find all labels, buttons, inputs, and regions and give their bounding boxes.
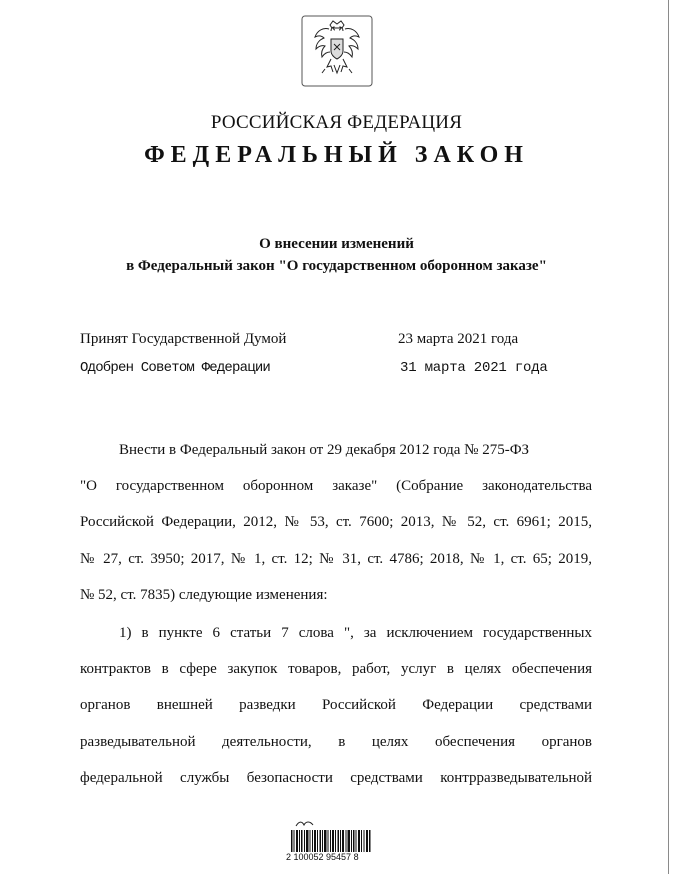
law-type-heading: ФЕДЕРАЛЬНЫЙ ЗАКОН <box>144 142 529 168</box>
document-barcode <box>286 818 378 866</box>
barcode-mark-icon <box>295 820 315 828</box>
body-line: Внести в Федеральный закон от 29 декабря 2012 года № 275-ФЗ <box>119 442 530 458</box>
barcode-number: 2 100052 95457 8 <box>286 852 359 862</box>
adopted-by-duma-label: Принят Государственной Думой <box>80 331 287 347</box>
body-line: органов внешней разведки Российской Федерации средствами <box>80 697 592 713</box>
law-title-line-1: О внесении изменений <box>259 236 414 252</box>
body-line: 1) в пункте 6 статьи 7 слова ", за исключением государственных <box>119 625 592 641</box>
body-line: "О государственном оборонном заказе" (Собрание законодательства <box>80 478 592 494</box>
law-title-line-2: в Федеральный закон "О государственном оборонном заказе" <box>126 258 547 274</box>
body-line: Российской Федерации, 2012, № 53, ст. 7600; 2013, № 52, ст. 6961; 2015, <box>80 514 592 530</box>
approved-by-federation-council-label: Одобрен Советом Федерации <box>80 360 271 376</box>
body-line: разведывательной деятельности, в целях обеспечения органов <box>80 734 592 750</box>
body-line: № 27, ст. 3950; 2017, № 1, ст. 12; № 31, ст. 4786; 2018, № 1, ст. 65; 2019, <box>80 551 592 567</box>
adopted-date: 23 марта 2021 года <box>398 331 519 347</box>
approved-date: 31 марта 2021 года <box>400 360 548 376</box>
barcode-bars <box>291 830 371 852</box>
country-name: РОССИЙСКАЯ ФЕДЕРАЦИЯ <box>210 112 463 133</box>
body-line: № 52, ст. 7835) следующие изменения: <box>80 587 328 603</box>
coat-of-arms-emblem <box>301 15 373 87</box>
body-line: контрактов в сфере закупок товаров, работ, услуг в целях обеспечения <box>80 661 592 677</box>
body-line: федеральной службы безопасности средствами контрразведывательной <box>80 770 592 786</box>
